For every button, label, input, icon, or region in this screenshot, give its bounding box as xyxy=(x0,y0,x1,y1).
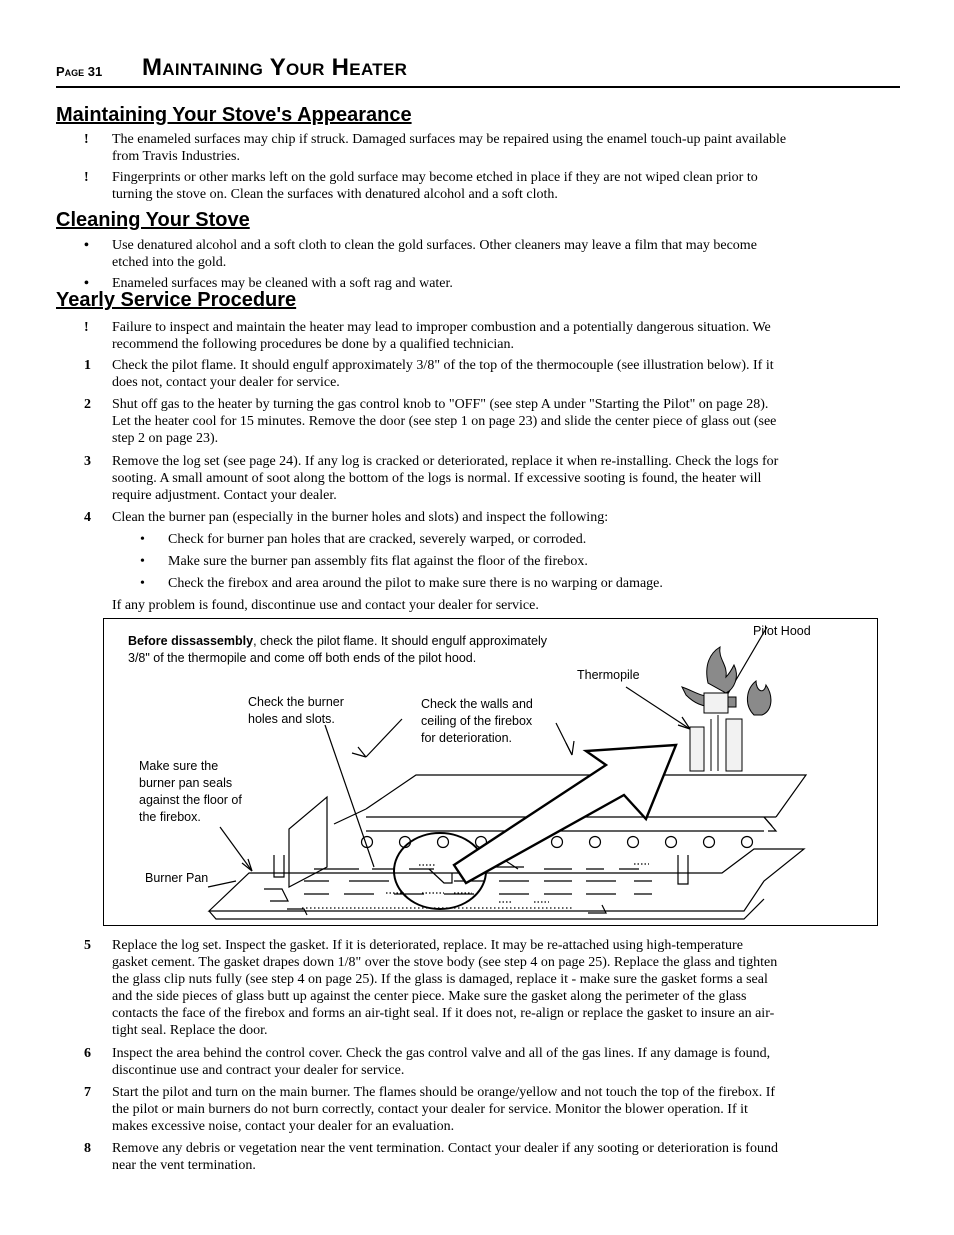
burner-pan-illustration xyxy=(103,618,878,926)
section-heading-yearly: Yearly Service Procedure xyxy=(56,289,297,311)
item-number: 3 xyxy=(84,454,91,469)
item-line: Fingerprints or other marks left on the gold surface may become etched in place if they are not wiped clean prior to xyxy=(112,170,758,185)
sub-item-text: Check for burner pan holes that are cracked, severely warped, or corroded. xyxy=(168,532,587,547)
bullet: • xyxy=(140,576,145,591)
magnify-arrow xyxy=(454,745,676,883)
burner-holes-leader xyxy=(325,725,374,867)
item-mark: ! xyxy=(84,320,89,335)
figure-intro xyxy=(128,633,648,667)
item-line: Check the pilot flame. It should engulf approximately 3/8" of the top of the thermocouple (see illustration below). If it xyxy=(112,358,774,373)
page-title: Maintaining Your Heater xyxy=(142,54,408,81)
item-line: Replace the log set. Inspect the gasket. If it is deteriorated, replace. It may be re-attached using high-temperature xyxy=(112,938,743,953)
item-line: Start the pilot and turn on the main burner. The flames should be orange/yellow and not touch the top of the firebox. If xyxy=(112,1085,776,1100)
item-line: Inspect the area behind the control cover. Check the gas control valve and all of the gas lines. If any damage is found, xyxy=(112,1046,771,1061)
label-burner-pan: Burner Pan xyxy=(145,871,209,885)
figure-intro-bold: Before dissassembly xyxy=(128,634,254,648)
item-number: 4 xyxy=(84,510,91,525)
bracket xyxy=(274,855,284,877)
sub-item-text: Check the firebox and area around the pilot to make sure there is no warping or damage. xyxy=(168,576,663,591)
item-line: and the side pieces of glass butt up against the center piece. Make sure the gasket along the perimeter of the glass xyxy=(112,989,747,1004)
item-line: The enameled surfaces may chip if struck. Damaged surfaces may be repaired using the enamel touch-up paint available xyxy=(112,132,787,147)
item-number: 7 xyxy=(84,1085,91,1100)
pilot-flame-left xyxy=(707,647,737,693)
sub-item-text: Make sure the burner pan assembly fits flat against the floor of the firebox. xyxy=(168,554,588,569)
item-number: 5 xyxy=(84,938,91,953)
label-burner-pan-seals: Make sure the burner pan seals against the floor of the firebox. xyxy=(139,759,242,824)
thermopile-leader xyxy=(626,687,690,729)
label-thermopile: Thermopile xyxy=(577,668,640,682)
figure-intro-line2: 3/8" of the thermopile and come off both ends of the pilot hood. xyxy=(128,651,477,665)
item-mark: ! xyxy=(84,170,89,185)
item-mark: ! xyxy=(84,132,89,147)
item-line: Clean the burner pan (especially in the burner holes and slots) and inspect the following: xyxy=(112,510,609,525)
item-number: 6 xyxy=(84,1046,91,1061)
item-line: etched into the gold. xyxy=(112,255,227,270)
item-line: Enameled surfaces may be cleaned with a soft rag and water. xyxy=(112,276,453,291)
item-number: 8 xyxy=(84,1141,91,1156)
item-line: Let the heater cool for 15 minutes. Remove the door (see step 1 on page 23) and slide the center piece of glass out (see xyxy=(112,414,777,429)
burner-pan-leader xyxy=(208,881,236,887)
item-line: Shut off gas to the heater by turning the gas control knob to "OFF" (see step A under "Starting the Pilot" on page 28). xyxy=(112,397,769,412)
label-burner-holes: Check the burner holes and slots. xyxy=(248,695,344,726)
item-line: recommend the following procedures be done by a qualified technician. xyxy=(112,337,514,352)
label-walls: Check the walls and ceiling of the firebox for deterioration. xyxy=(421,697,533,745)
section-heading-appearance: Maintaining Your Stove's Appearance xyxy=(56,104,412,126)
bullet: • xyxy=(140,532,145,547)
item-line: makes excessive noise, contact your dealer for an evaluation. xyxy=(112,1119,455,1134)
item-line: Remove the log set (see page 24). If any log is cracked or deteriorated, replace it when re-installing. Check the logs for xyxy=(112,454,779,469)
item-number: 1 xyxy=(84,358,91,373)
seals-leader xyxy=(220,827,252,871)
item-line: step 2 on page 23). xyxy=(112,431,219,446)
item-line: Remove any debris or vegetation near the vent termination. Contact your dealer if any sooting or deterioration is found xyxy=(112,1141,778,1156)
item-line: require adjustment. Contact your dealer. xyxy=(112,488,337,503)
item-line: discontinue use and contract your dealer for service. xyxy=(112,1063,405,1078)
item-line: gasket cement. The gasket drapes down 1/8" over the stove body (see step 4 on page 25). Replace the glass and tighten xyxy=(112,955,778,970)
label-pilot-hood: Pilot Hood xyxy=(753,624,811,638)
item-line: the pilot or main burners do not burn correctly, contact your dealer for service. Monitor the blower operation. If it xyxy=(112,1102,748,1117)
figure-intro-rest: , check the pilot flame. It should engulf approximately xyxy=(253,634,547,648)
bullet: • xyxy=(140,554,145,569)
page-number: Page 31 xyxy=(56,64,103,79)
item-line: turning the stove on. Clean the surfaces with denatured alcohol and a soft cloth. xyxy=(112,187,558,202)
walls-leader-left xyxy=(366,719,402,757)
pilot-assembly-icon xyxy=(682,647,771,771)
item-line: Failure to inspect and maintain the heater may lead to improper combustion and a potentially dangerous situation. We xyxy=(112,320,771,335)
firebox-side-edge xyxy=(334,809,366,824)
item-line: contacts the face of the firebox and forms an air-tight seal. If it does not, re-align or replace the gasket to insure an air- xyxy=(112,1006,775,1021)
item-line: from Travis Industries. xyxy=(112,149,240,164)
item-line: tight seal. Replace the door. xyxy=(112,1023,268,1038)
item-line: does not, contact your dealer for service. xyxy=(112,375,340,390)
bullet: • xyxy=(84,276,89,291)
item-line: the glass clip nuts fully (see step 4 on page 25). If the glass is damaged, replace it - make sure the gasket forms a seal xyxy=(112,972,768,987)
followup-text: If any problem is found, discontinue use and contact your dealer for service. xyxy=(112,598,539,613)
item-line: Use denatured alcohol and a soft cloth to clean the gold surfaces. Other cleaners may leave a film that may become xyxy=(112,238,757,253)
burner-holes xyxy=(362,837,753,848)
bullet: • xyxy=(84,238,89,253)
item-line: near the vent termination. xyxy=(112,1158,256,1173)
section-heading-cleaning: Cleaning Your Stove xyxy=(56,209,250,231)
pilot-flame-right xyxy=(747,681,771,715)
item-number: 2 xyxy=(84,397,91,412)
item-line: sooting. A small amount of soot along the bottom of the logs is normal. If excessive sooting is found, the heater will xyxy=(112,471,762,486)
page-header xyxy=(56,54,900,88)
